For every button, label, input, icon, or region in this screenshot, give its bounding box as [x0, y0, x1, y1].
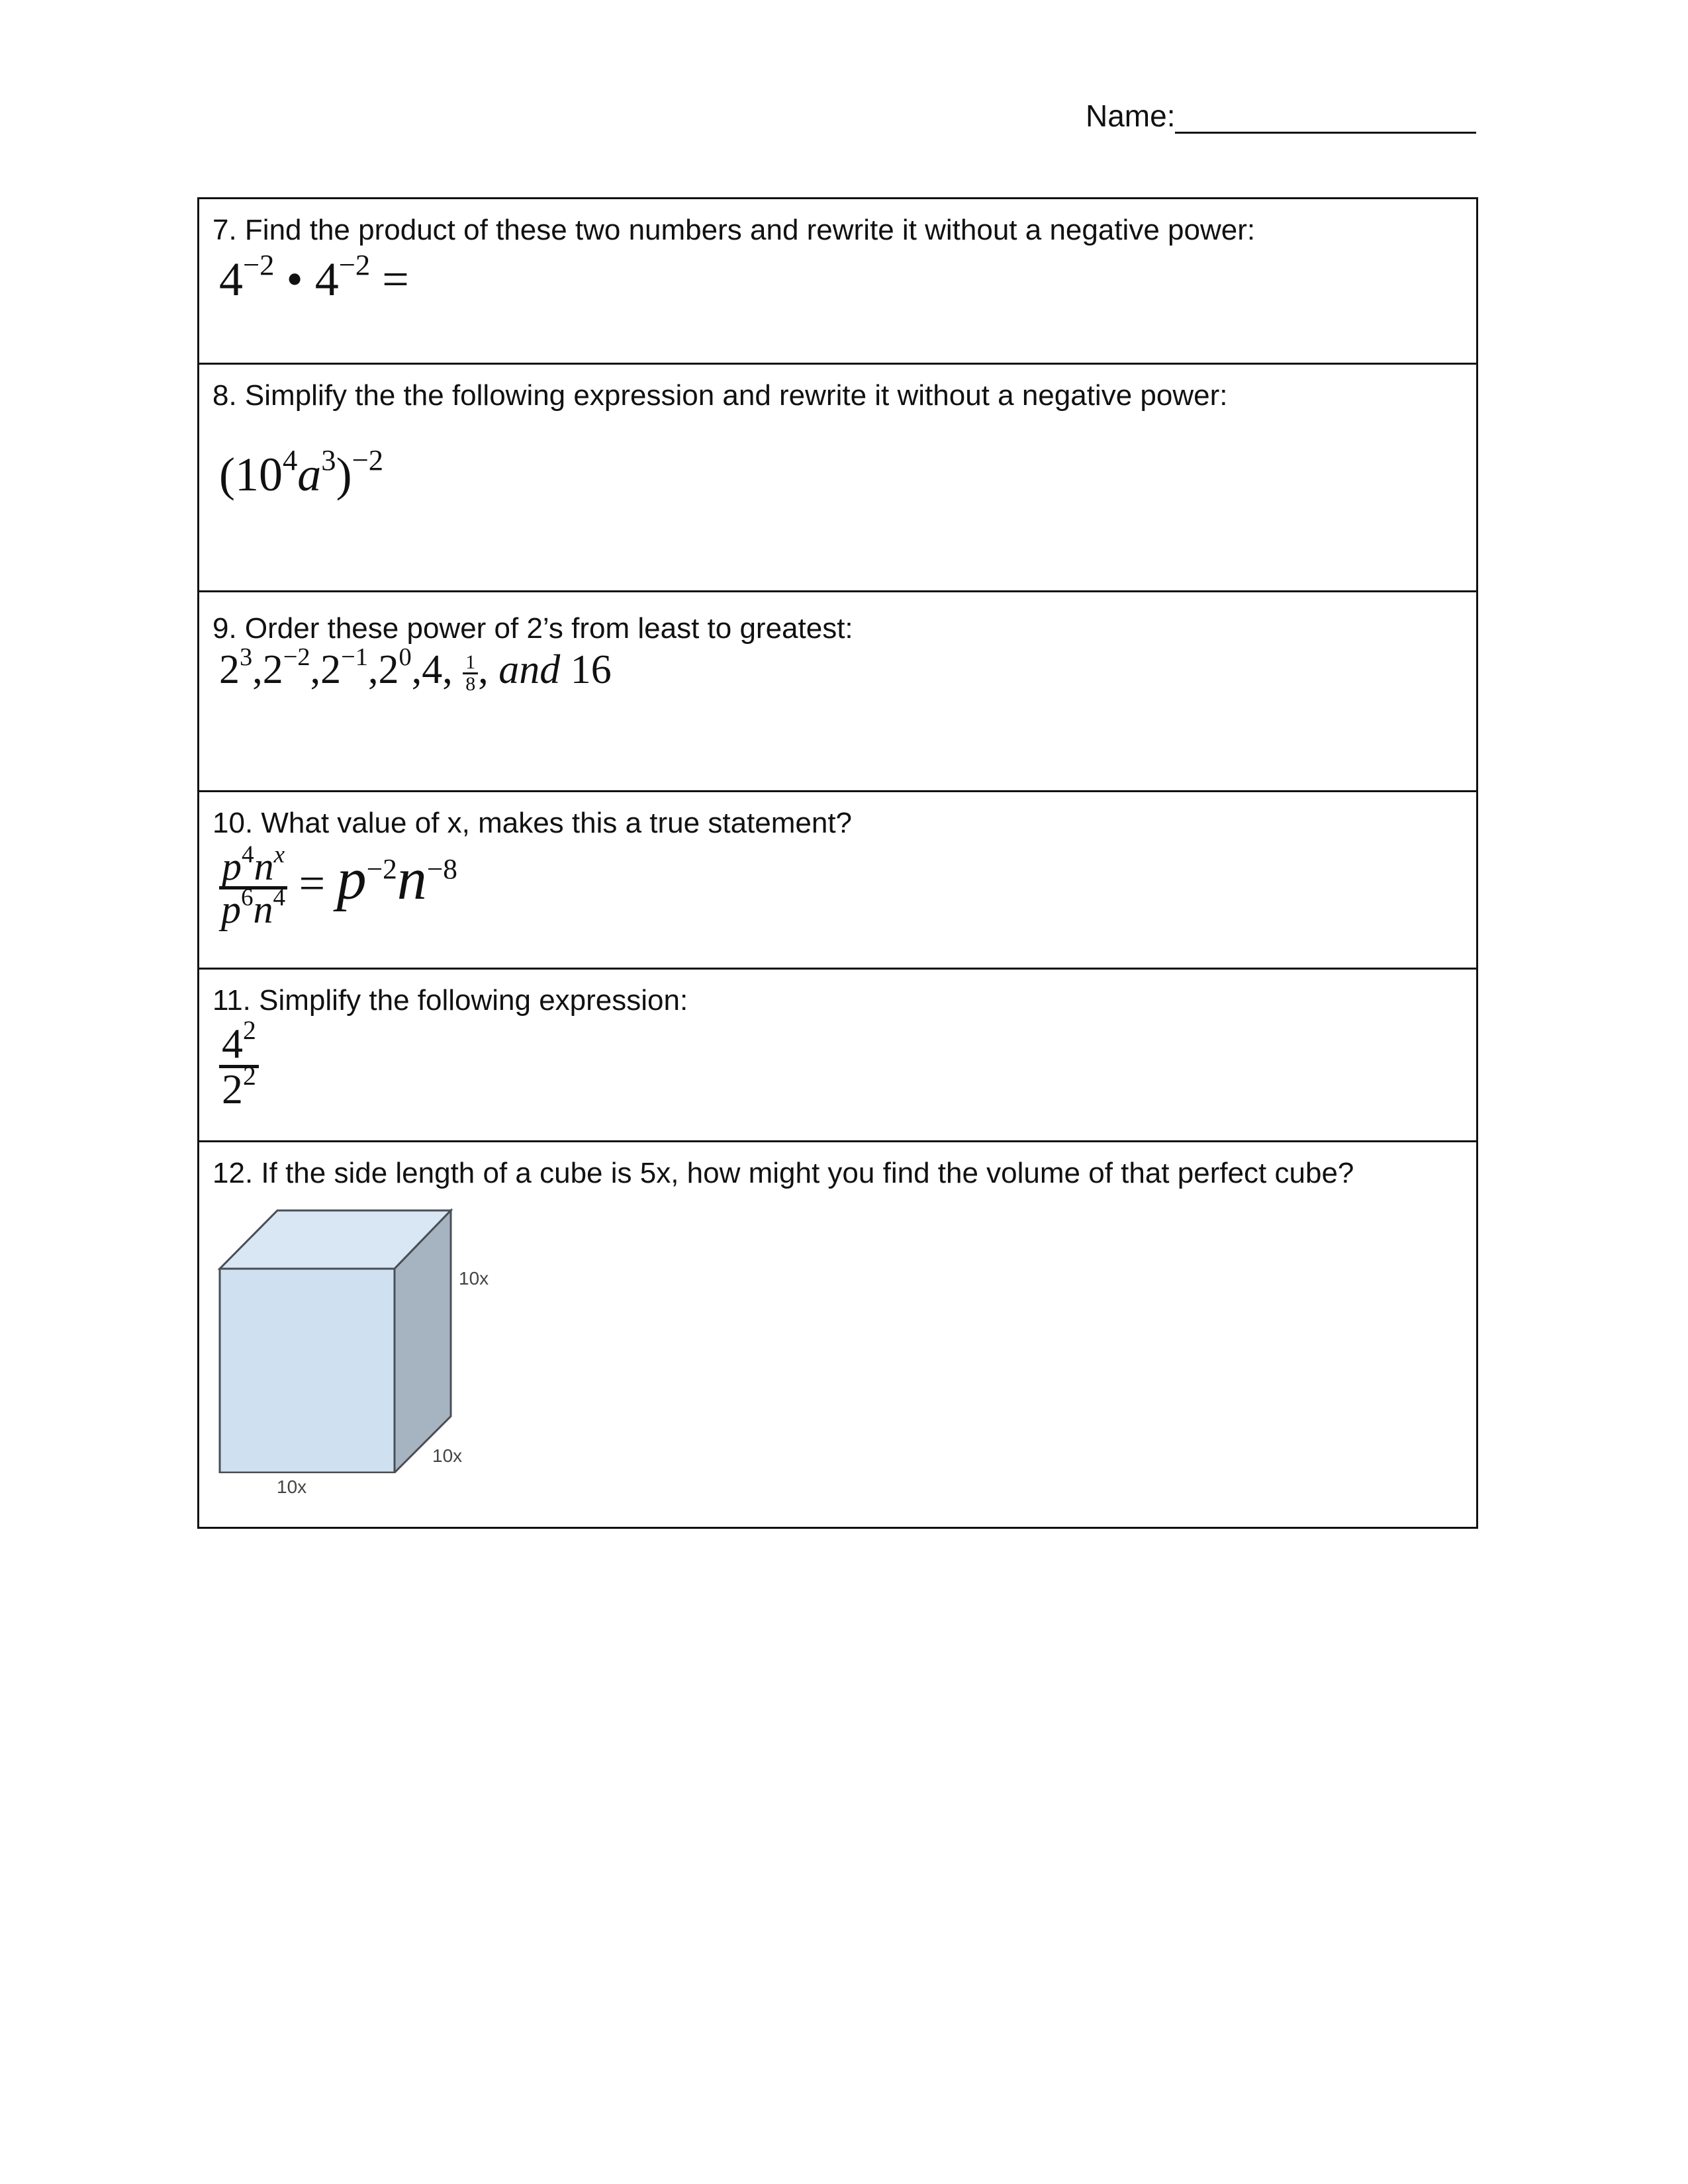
question-7 — [199, 199, 1476, 365]
questions-table — [197, 197, 1478, 1529]
question-prompt: 9. Order these power of 2’s from least to greatest: — [212, 612, 853, 645]
question-12 — [199, 1142, 1476, 1527]
math-expression: $\frac{p^4n^x}{p^6n^4}$ = $p^{-2}n^{-8}$ — [219, 845, 457, 929]
math-expression: $(10^4a^3)^{-2}$ — [219, 443, 384, 501]
question-9 — [199, 592, 1476, 792]
question-prompt: 8. Simplify the the following expression and rewrite it without a negative power: — [212, 379, 1228, 412]
cube-diagram — [199, 1142, 530, 1473]
question-prompt: 7. Find the product of these two numbers and rewrite it without a negative power: — [212, 214, 1256, 246]
math-expression: $4^{-2}$ • $4^{-2}$ = — [219, 248, 409, 306]
cube-front-face — [220, 1269, 395, 1473]
name-field[interactable] — [1086, 98, 1476, 134]
question-8 — [199, 365, 1476, 592]
math-expression: $2^3,2^{-2},2^{-1},2^0,4$, $\frac{1}{8}$ , and 16 — [219, 643, 612, 696]
cube-depth-label: 10x — [432, 1445, 463, 1466]
cube-height-label: 10x — [459, 1268, 489, 1289]
question-prompt: 11. Simplify the following expression: — [212, 984, 688, 1017]
question-prompt: 12. If the side length of a cube is 5x, how might you find the volume of that perfect cube? — [212, 1157, 1354, 1189]
math-expression: $\frac{4^2}{2^2}$ — [219, 1023, 259, 1111]
question-prompt: 10. What value of x, makes this a true statement? — [212, 807, 853, 839]
name-label: Name: — [1086, 99, 1176, 133]
name-blank-line[interactable] — [1175, 103, 1476, 134]
cube-width-label: 10x — [277, 1477, 307, 1497]
question-11 — [199, 970, 1476, 1142]
question-10 — [199, 792, 1476, 970]
